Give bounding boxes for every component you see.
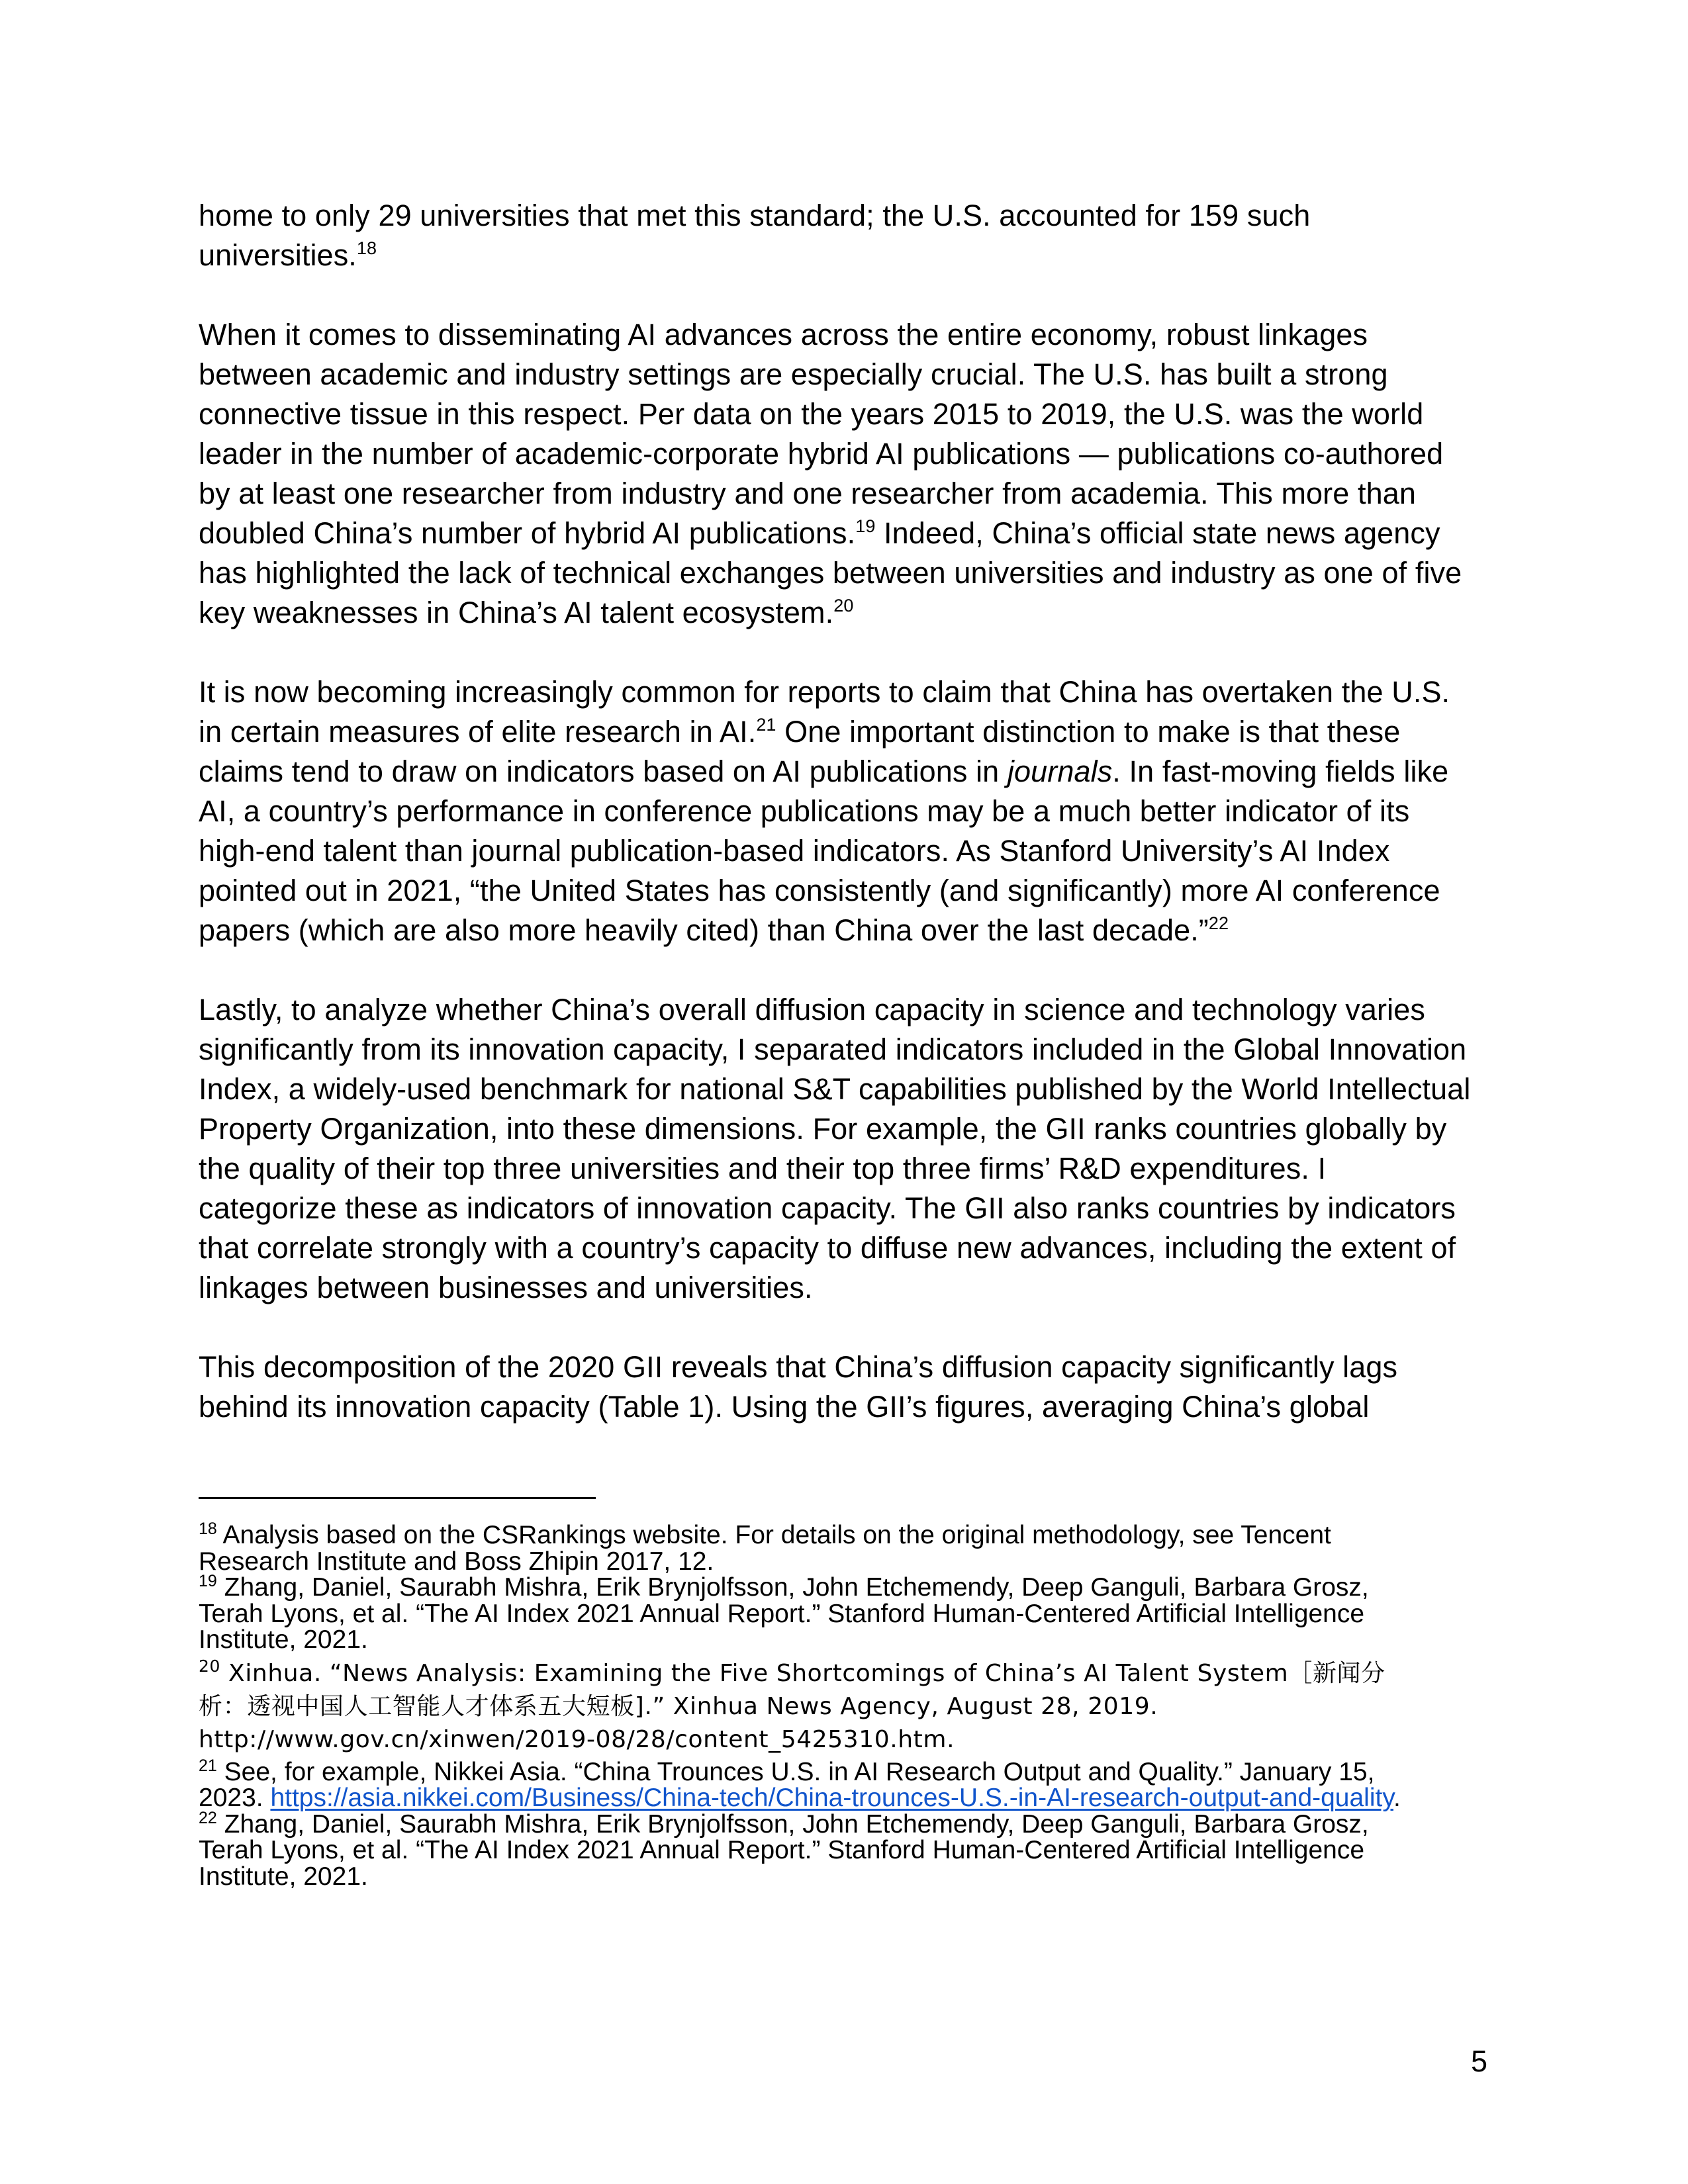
text-line: pointed out in 2021, “the United States has consistently (and significantly) more AI conference bbox=[199, 874, 1440, 907]
footnote-line bbox=[199, 1808, 1516, 1839]
text-line: the quality of their top three universities and their top three firms’ R&D expenditures. I bbox=[199, 1152, 1327, 1185]
footnote-18 bbox=[199, 1522, 1516, 1574]
text-line: It is now becoming increasingly common for reports to claim that China has overtaken the U.S. bbox=[199, 675, 1450, 709]
body-text bbox=[199, 196, 1516, 1467]
footnote-number: 21 bbox=[199, 1756, 217, 1775]
footnote-line bbox=[199, 1785, 1516, 1811]
footnote-number: 22 bbox=[199, 1808, 217, 1827]
footnote-line bbox=[199, 1657, 1516, 1690]
footnote-ref-18[interactable]: 18 bbox=[356, 238, 377, 258]
footnote-22 bbox=[199, 1808, 1516, 1891]
text-line: between academic and industry settings are especially crucial. The U.S. has built a strong bbox=[199, 357, 1388, 391]
text-segment: papers (which are also more heavily cited) than China over the last decade.” bbox=[199, 913, 1209, 947]
text-line bbox=[199, 514, 1516, 553]
text-line bbox=[199, 911, 1516, 950]
text-line: Lastly, to analyze whether China’s overall diffusion capacity in science and technology varies bbox=[199, 993, 1425, 1026]
footnote-line: Terah Lyons, et al. “The AI Index 2021 Annual Report.” Stanford Human-Centered Artificial Intelligence bbox=[199, 1836, 1365, 1864]
text-segment: Zhang, Daniel, Saurabh Mishra, Erik Brynjolfsson, John Etchemendy, Deep Ganguli, Barbara Grosz, bbox=[216, 1573, 1369, 1602]
footnote-ref-19[interactable]: 19 bbox=[855, 516, 876, 536]
footnote-ref-21[interactable]: 21 bbox=[756, 715, 776, 735]
text-line bbox=[199, 752, 1516, 792]
text-segment: Xinhua. “News Analysis: Examining the Five Shortcomings of China’s AI Talent System［新闻分 bbox=[220, 1659, 1385, 1687]
text-segment: claims tend to draw on indicators based on AI publications in bbox=[199, 754, 1008, 788]
paragraph-1 bbox=[199, 196, 1516, 275]
text-line: that correlate strongly with a country’s capacity to diffuse new advances, including the extent of bbox=[199, 1231, 1456, 1265]
italic-journals: journals bbox=[1007, 754, 1113, 788]
footnote-number: 19 bbox=[199, 1572, 217, 1590]
text-line: Property Organization, into these dimensions. For example, the GII ranks countries globally by bbox=[199, 1112, 1447, 1146]
text-line: has highlighted the lack of technical exchanges between universities and industry as one of five bbox=[199, 556, 1462, 590]
text-line: categorize these as indicators of innovation capacity. The GII also ranks countries by indicators bbox=[199, 1191, 1456, 1225]
paragraph-2 bbox=[199, 315, 1516, 633]
text-line: behind its innovation capacity (Table 1). Using the GII’s figures, averaging China’s global bbox=[199, 1390, 1370, 1424]
text-line bbox=[199, 593, 1516, 633]
text-line: significantly from its innovation capacity, I separated indicators included in the Global Innovation bbox=[199, 1032, 1467, 1066]
text-line: This decomposition of the 2020 GII reveals that China’s diffusion capacity significantly lags bbox=[199, 1350, 1398, 1384]
text-line: home to only 29 universities that met this standard; the U.S. accounted for 159 such bbox=[199, 199, 1311, 232]
text-line bbox=[199, 712, 1516, 752]
text-line: When it comes to disseminating AI advances across the entire economy, robust linkages bbox=[199, 318, 1368, 351]
text-segment: key weaknesses in China’s AI talent ecosystem. bbox=[199, 596, 834, 629]
text-segment: universities. bbox=[199, 238, 357, 272]
footnote-ref-22[interactable]: 22 bbox=[1208, 913, 1229, 933]
footnote-url: http://www.gov.cn/xinwen/2019-08/28/content_5425310.htm. bbox=[199, 1725, 955, 1753]
footnote-line: Institute, 2021. bbox=[199, 1625, 368, 1654]
footnote-line: Research Institute and Boss Zhipin 2017, 12. bbox=[199, 1547, 714, 1576]
footnote-line bbox=[199, 1522, 1516, 1549]
text-line: AI, a country’s performance in conference publications may be a much better indicator of its bbox=[199, 794, 1410, 828]
text-line: high-end talent than journal publication-based indicators. As Stanford University’s AI Index bbox=[199, 834, 1390, 868]
text-segment: . bbox=[1393, 1784, 1401, 1812]
text-segment: One important distinction to make is that these bbox=[776, 715, 1401, 749]
text-line: by at least one researcher from industry and one researcher from academia. This more than bbox=[199, 477, 1416, 510]
footnote-line: Institute, 2021. bbox=[199, 1862, 368, 1891]
footnote-line bbox=[199, 1756, 1516, 1786]
paragraph-4 bbox=[199, 990, 1516, 1308]
text-line bbox=[199, 236, 1516, 275]
text-line: connective tissue in this respect. Per data on the years 2015 to 2019, the U.S. was the world bbox=[199, 397, 1424, 431]
paragraph-3 bbox=[199, 672, 1516, 950]
footnote-21 bbox=[199, 1756, 1516, 1812]
text-segment: Indeed, China’s official state news agency bbox=[875, 516, 1440, 550]
footnote-number: 18 bbox=[199, 1520, 217, 1538]
text-segment: doubled China’s number of hybrid AI publications. bbox=[199, 516, 856, 550]
text-segment: Zhang, Daniel, Saurabh Mishra, Erik Brynjolfsson, John Etchemendy, Deep Ganguli, Barbara Grosz, bbox=[216, 1809, 1369, 1839]
footnote-20 bbox=[199, 1657, 1516, 1756]
footnote-line: Terah Lyons, et al. “The AI Index 2021 Annual Report.” Stanford Human-Centered Artificial Intelligence bbox=[199, 1599, 1365, 1628]
text-segment: in certain measures of elite research in AI. bbox=[199, 715, 757, 749]
text-line: Index, a widely-used benchmark for national S&T capabilities published by the World Intellectual bbox=[199, 1072, 1471, 1106]
footnote-ref-20[interactable]: 20 bbox=[833, 596, 854, 615]
text-line: linkages between businesses and universities. bbox=[199, 1271, 813, 1304]
text-segment: See, for example, Nikkei Asia. “China Trounces U.S. in AI Research Output and Quality.” January 15, bbox=[216, 1757, 1375, 1786]
text-segment: 2023. bbox=[199, 1784, 271, 1812]
footnote-19 bbox=[199, 1574, 1516, 1653]
page-number: 5 bbox=[1471, 2044, 1488, 2078]
nikkei-article-link[interactable]: https://asia.nikkei.com/Business/China-tech/China-trounces-U.S.-in-AI-research-output-and-quality bbox=[270, 1784, 1393, 1812]
footnote-number: 20 bbox=[199, 1656, 221, 1676]
paragraph-5 bbox=[199, 1347, 1516, 1427]
footnote-separator bbox=[199, 1497, 596, 1499]
text-line: leader in the number of academic-corporate hybrid AI publications — publications co-authored bbox=[199, 437, 1444, 471]
text-segment: Analysis based on the CSRankings website. For details on the original methodology, see Tencent bbox=[216, 1521, 1331, 1549]
footnote-line: 析：透视中国人工智能人才体系五大短板].” Xinhua News Agency, August 28, 2019. bbox=[199, 1692, 1158, 1720]
footnotes bbox=[199, 1522, 1516, 1889]
text-segment: . In fast-moving fields like bbox=[1112, 754, 1449, 788]
footnote-line bbox=[199, 1574, 1516, 1601]
